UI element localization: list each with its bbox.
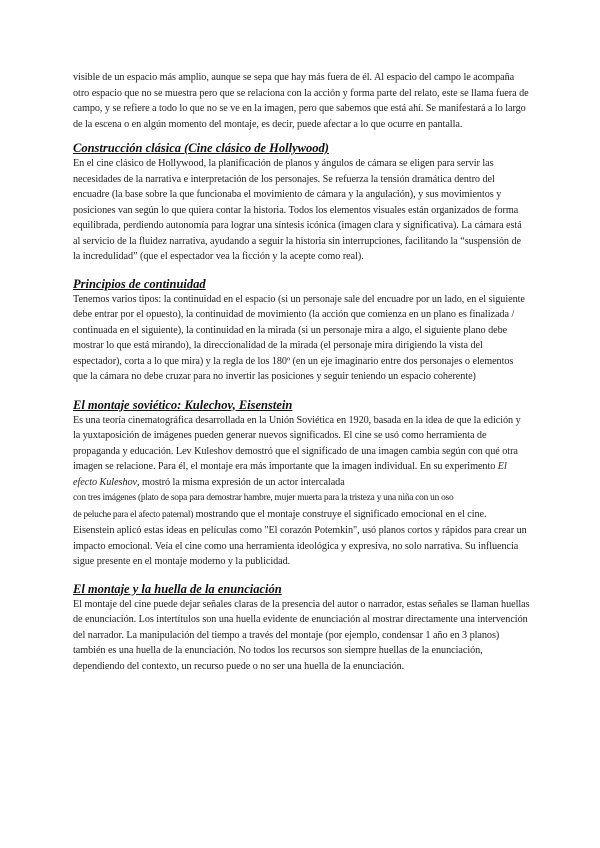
montaje-sovietico-small-text-1: con tres imágenes (plato de sopa para demostrar hambre, mujer muerta para la tristeza y una niña con un oso xyxy=(73,493,454,503)
montaje-sovietico-text-a: Es una teoría cinematográfica desarrollada en la Unión Soviética en 1920, basada en la idea de que la edición y la yuxtaposición de imágenes pueden generar nuevos significados. El cine se usó como herramienta de propaganda y educación. Lev Kuleshov demostró que el significado de una imagen cambia según con qué otra imagen se relacione. Para él, el montaje era más importante que la imagen individual. En su experimento xyxy=(73,414,521,472)
section-heading-construccion-clasica: Construcción clásica (Cine clásico de Hollywood) xyxy=(73,141,329,155)
montaje-sovietico-text-b: , mostró la misma expresión de un actor intercalada xyxy=(137,476,345,488)
montaje-sovietico-small-text-2: de peluche para el afecto paternal) xyxy=(73,509,194,520)
efecto-kuleshov-title: El efecto Kuleshov xyxy=(73,461,507,488)
montaje-sovietico-text-c: mostrando que el montaje construye el significado emocional en el cine. Eisenstein aplicó estas ideas en películas como "El corazón Potemkin", usó planos cortos y rápidos para crear un impacto emocional. Veía el cine como una herramienta ideológica y expresiva, no solo narrativa. Su influencia sigue presente en el montaje moderno y la publicidad. xyxy=(73,508,527,567)
section-heading-huella-enunciacion: El montaje y la huella de la enunciación xyxy=(73,581,282,596)
section-body-principios-continuidad: Tenemos varios tipos: la continuidad en el espacio (si un personaje sale del encuadre por un lado, en el siguiente debe entrar por el opuesto), la continuidad de movimiento (la acción que comienza en un plano es finalizada / continuada en el siguiente), la continuidad en la mirada (si un personaje mira a algo, el siguiente plano debe mostrar lo que está mirando), la direccionalidad de la mirada (el personaje mira dirigiendo la vista del espectador), corta a lo que mira) y la regla de los 180º (en un eje imaginario entre dos personajes o elementos que la cámara no debe cruzar para no invertir las posiciones y seguir teniendo un espacio coherente) xyxy=(73,293,525,382)
section-heading-montaje-sovietico: El montaje soviético: Kulechov, Eisenstein xyxy=(73,397,293,412)
section-heading-principios-continuidad: Principios de continuidad xyxy=(73,276,206,291)
section-body-montaje-sovietico xyxy=(73,413,530,570)
section-body-construccion-clasica: En el cine clásico de Hollywood, la planificación de planos y ángulos de cámara se eligen para servir las necesidades de la narrativa e interpretación de los personajes. Se refuerza la tensión dramática dentro del encuadre (la base sobre la que funcionaba el movimiento de cámara y la angulación), y sus movimientos y posiciones van según lo que quiera contar la historia. Todos los elementos visuales están organizados de forma equilibrada, perdiendo autonomía para lograr una síntesis icónica (imagen clara y significativa). La cámara está al servicio de la fluidez narrativa, ayudando a seguir la historia sin interrupciones, facilitando la “suspensión de la incredulidad” (que el espectador vea la ficción y la acepte como real). xyxy=(73,158,522,262)
intro-paragraph: visible de un espacio más amplio, aunque se sepa que hay más fuera de él. Al espacio del campo le acompaña otro espacio que no se muestra pero que se relaciona con la acción y forma parte del relato, este se llama fuera de campo, y se refiere a todo lo que no se ve en la imagen, pero que sabemos que está ahí. Se manifestará a lo largo de la escena o en algún momento del montaje, es decir, puede afectar a lo que ocurre en pantalla. xyxy=(73,72,529,130)
section-body-huella-enunciacion: El montaje del cine puede dejar señales claras de la presencia del autor o narrador, estas señales se llaman huellas de enunciación. Los intertítulos son una huella evidente de enunciación al mostrar directamente una intervención del narrador. La manipulación del tiempo a través del montaje (por ejemplo, condensar 1 año en 3 planos) también es una huella de la enunciación. No todos los recursos son siempre huellas de la enunciación, dependiendo del contexto, un recurso puede o no ser una huella de la enunciación. xyxy=(73,598,530,672)
